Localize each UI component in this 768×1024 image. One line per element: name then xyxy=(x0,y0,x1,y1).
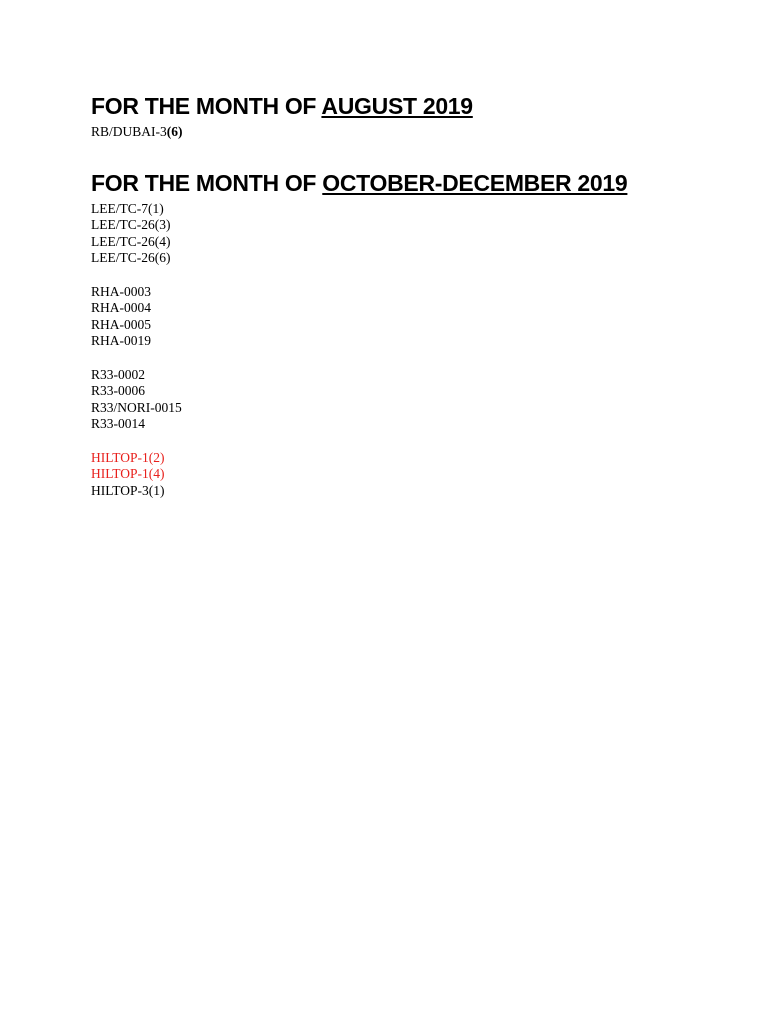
list-item: RHA-0003 xyxy=(91,283,151,299)
item-group-rha xyxy=(91,284,711,350)
heading-prefix: FOR THE MONTH OF xyxy=(91,169,323,196)
list-item: R33-0002 xyxy=(91,366,145,382)
list-item: RHA-0004 xyxy=(91,300,151,316)
item-group-lee xyxy=(91,201,711,267)
list-item: LEE/TC-26(4) xyxy=(91,233,171,249)
item-group-hiltop xyxy=(91,450,711,500)
list-item-highlighted: HILTOP-1(2) xyxy=(91,449,165,465)
document-body xyxy=(91,92,711,499)
heading-prefix: FOR THE MONTH OF xyxy=(91,93,322,119)
list-item: LEE/TC-7(1) xyxy=(91,200,164,216)
list-item: RHA-0019 xyxy=(91,333,151,349)
heading-period: AUGUST 2019 xyxy=(321,93,473,119)
item-count: (6) xyxy=(166,124,183,139)
list-item: LEE/TC-26(6) xyxy=(91,250,171,266)
list-item xyxy=(91,124,711,141)
list-item: RHA-0005 xyxy=(91,316,151,332)
list-item: HILTOP-3(1) xyxy=(91,482,165,498)
section-heading-august xyxy=(91,92,711,120)
list-item: LEE/TC-26(3) xyxy=(91,217,171,233)
section-heading-october-december xyxy=(91,169,711,197)
heading-period: OCTOBER-DECEMBER 2019 xyxy=(322,169,628,196)
list-item-highlighted: HILTOP-1(4) xyxy=(91,466,165,482)
list-item: R33-0014 xyxy=(91,416,145,432)
item-group-r33 xyxy=(91,367,711,433)
list-item: R33-0006 xyxy=(91,383,145,399)
item-code: RB/DUBAI-3 xyxy=(91,124,167,139)
list-item: R33/NORI-0015 xyxy=(91,399,182,415)
